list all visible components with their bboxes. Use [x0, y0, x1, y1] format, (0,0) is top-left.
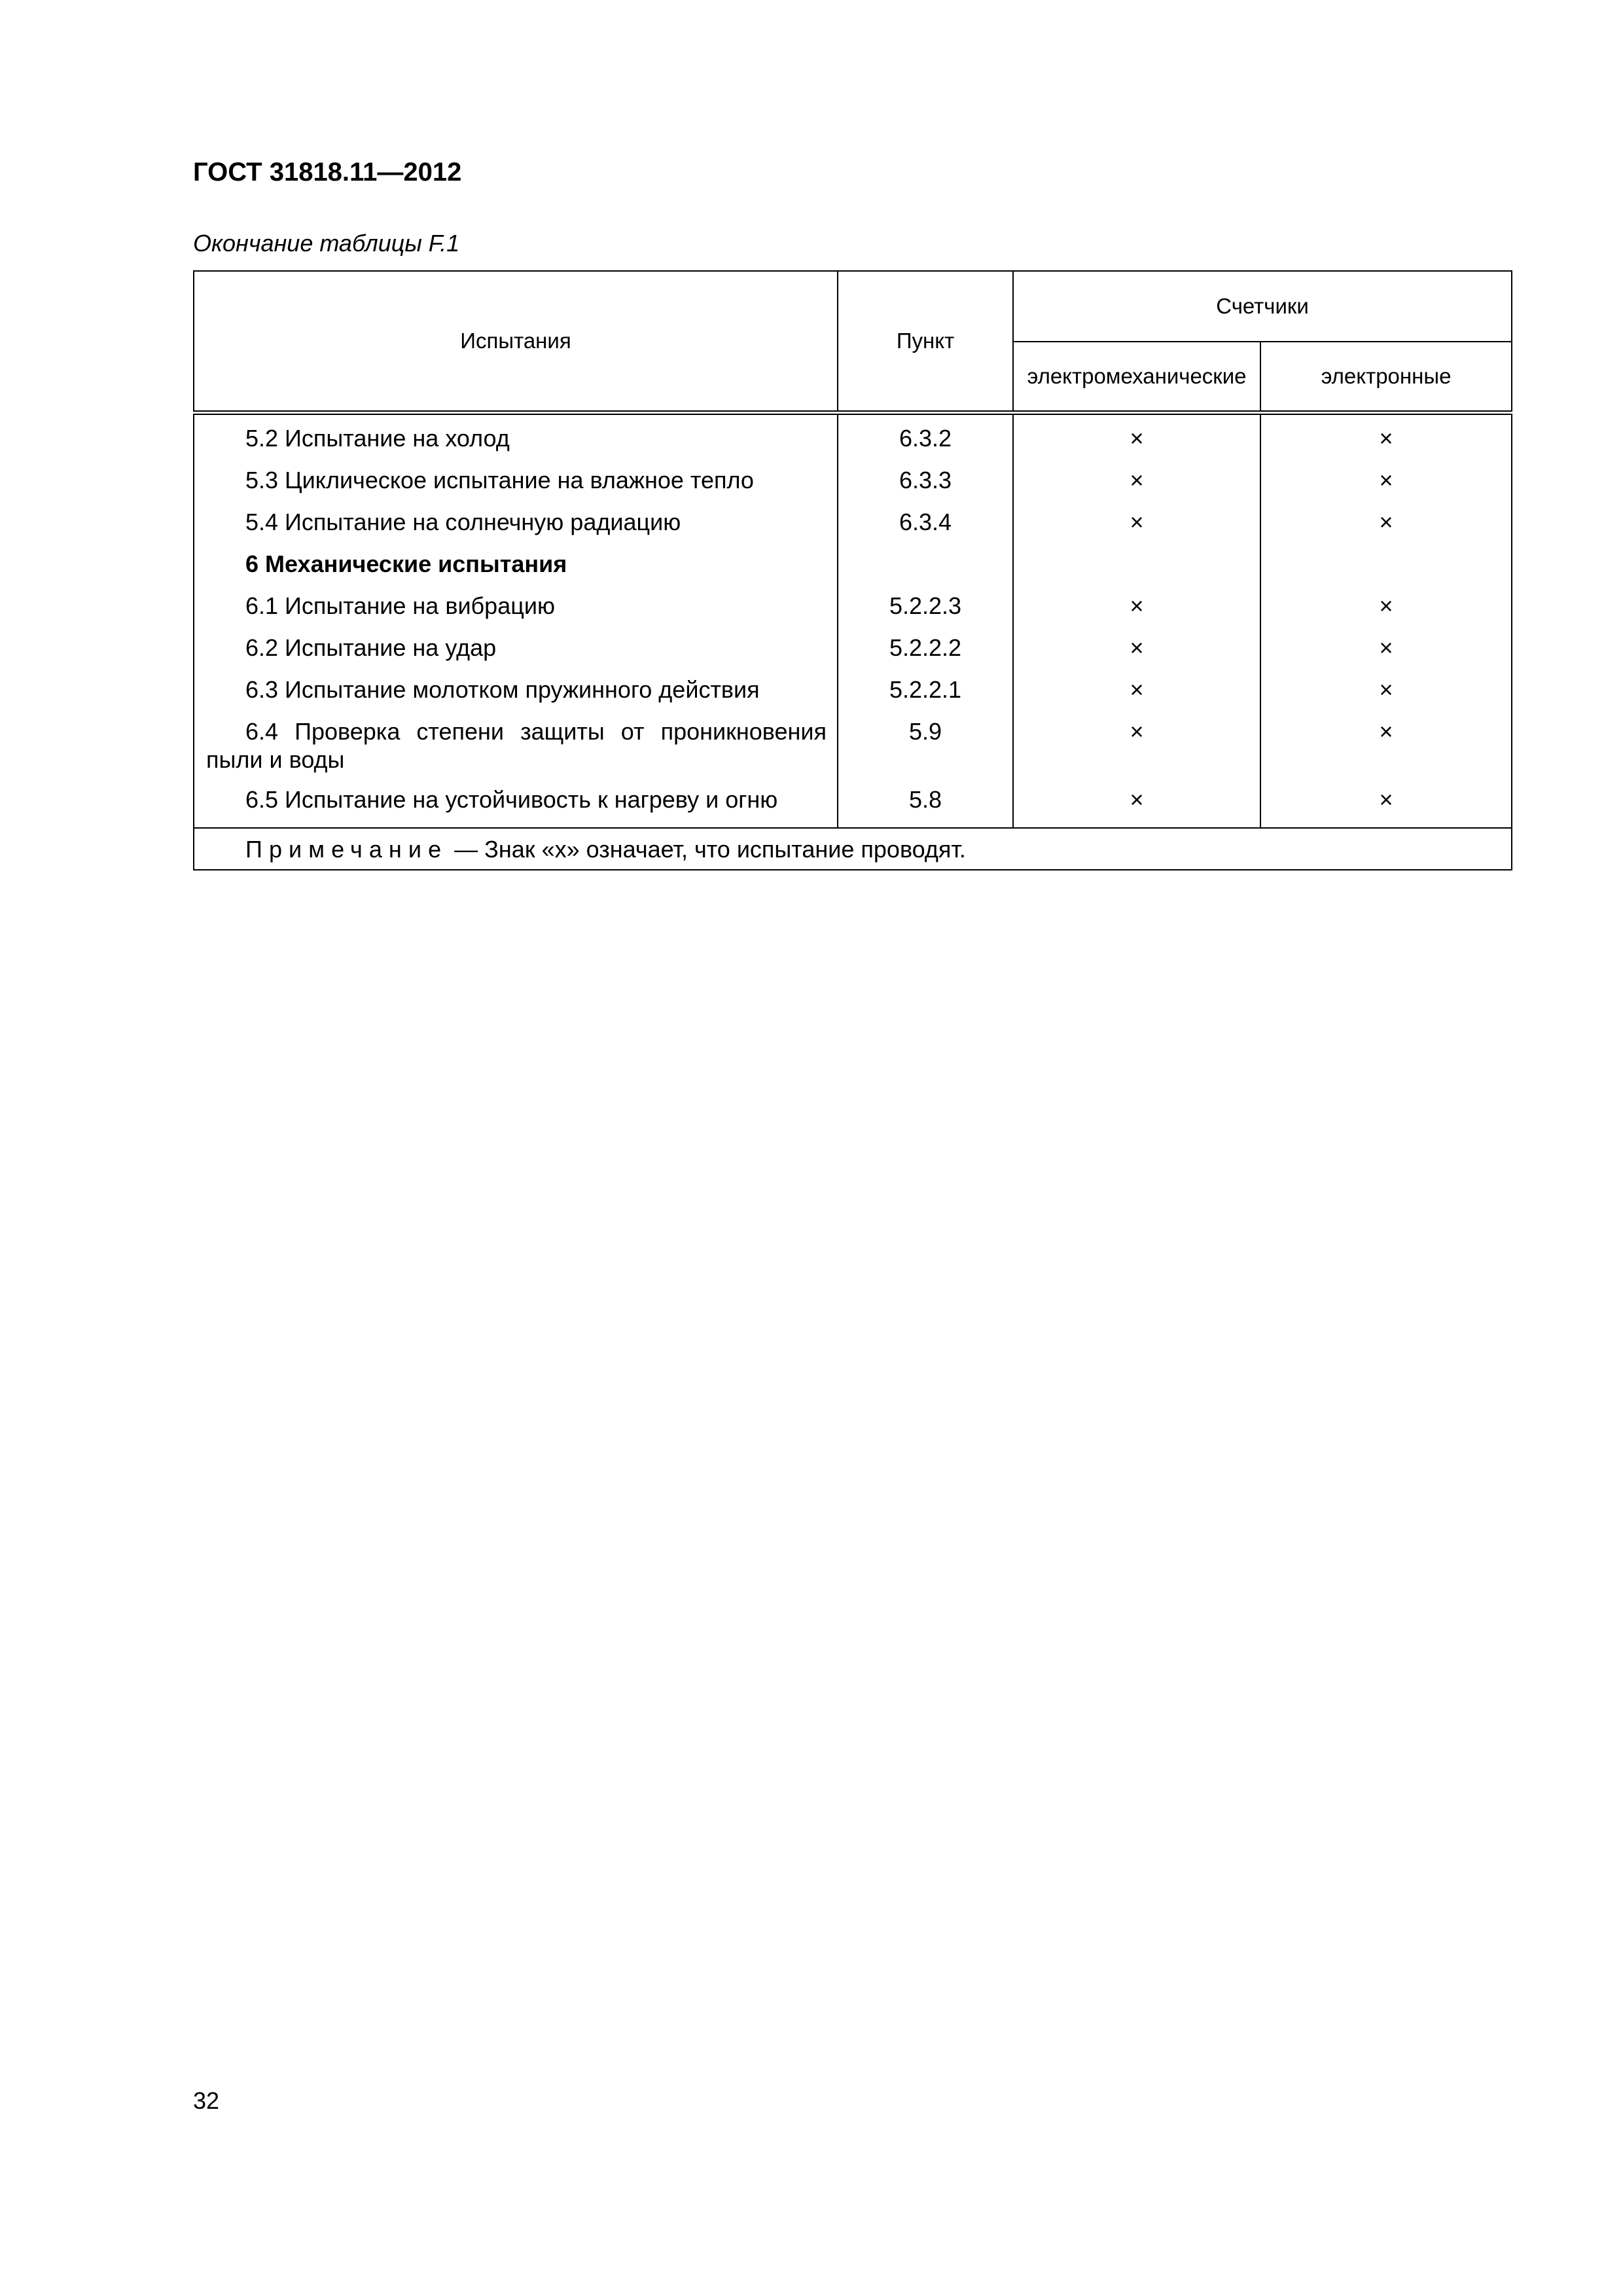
electronic-mark: × — [1260, 413, 1512, 467]
electromechanical-mark: × — [1013, 717, 1260, 785]
electromechanical-mark: × — [1013, 785, 1260, 828]
section-title: 6 Механические испытания — [194, 550, 838, 592]
electronic-mark: × — [1260, 592, 1512, 634]
table-header — [194, 271, 1512, 413]
page-number: 32 — [193, 2087, 220, 2114]
table-note-row — [194, 828, 1512, 870]
header-tests: Испытания — [194, 271, 838, 413]
electronic-mark — [1260, 550, 1512, 592]
note-label: Примечание — [245, 835, 448, 863]
electronic-mark: × — [1260, 717, 1512, 785]
table-row-section — [194, 550, 1512, 592]
test-clause: 5.2.2.2 — [838, 634, 1013, 675]
test-name: 5.4 Испытание на солнечную радиацию — [194, 508, 838, 550]
electromechanical-mark — [1013, 550, 1260, 592]
electronic-mark: × — [1260, 634, 1512, 675]
test-name: 5.3 Циклическое испытание на влажное тепло — [194, 466, 838, 508]
test-clause — [838, 550, 1013, 592]
test-clause: 5.9 — [838, 717, 1013, 785]
test-name: 6.3 Испытание молотком пружинного действия — [194, 675, 838, 717]
table-row — [194, 675, 1512, 717]
test-clause: 6.3.2 — [838, 413, 1013, 467]
test-name: 5.2 Испытание на холод — [194, 413, 838, 467]
tests-table — [193, 270, 1512, 870]
header-electronic: электронные — [1260, 342, 1512, 413]
electronic-mark: × — [1260, 675, 1512, 717]
test-clause: 5.2.2.3 — [838, 592, 1013, 634]
electromechanical-mark: × — [1013, 675, 1260, 717]
table-note — [194, 828, 1512, 870]
table-row — [194, 785, 1512, 828]
test-name: 6.1 Испытание на вибрацию — [194, 592, 838, 634]
electromechanical-mark: × — [1013, 634, 1260, 675]
table-row — [194, 413, 1512, 467]
note-text: — Знак «х» означает, что испытание проводят. — [448, 835, 966, 863]
electromechanical-mark: × — [1013, 508, 1260, 550]
header-meters: Счетчики — [1013, 271, 1512, 342]
electronic-mark: × — [1260, 466, 1512, 508]
electromechanical-mark: × — [1013, 466, 1260, 508]
header-clause: Пункт — [838, 271, 1013, 413]
table-caption: Окончание таблицы F.1 — [193, 230, 460, 257]
test-name: 6.2 Испытание на удар — [194, 634, 838, 675]
table-row — [194, 592, 1512, 634]
test-name: 6.4 Проверка степени защиты от проникновения пыли и воды — [194, 717, 838, 785]
test-clause: 5.2.2.1 — [838, 675, 1013, 717]
test-name: 6.5 Испытание на устойчивость к нагреву и огню — [194, 785, 838, 828]
test-clause: 5.8 — [838, 785, 1013, 828]
table-row — [194, 466, 1512, 508]
electronic-mark: × — [1260, 785, 1512, 828]
electronic-mark: × — [1260, 508, 1512, 550]
electromechanical-mark: × — [1013, 592, 1260, 634]
table-row — [194, 717, 1512, 785]
table-row — [194, 508, 1512, 550]
header-electromechanical: электромеханические — [1013, 342, 1260, 413]
test-clause: 6.3.3 — [838, 466, 1013, 508]
table-row — [194, 634, 1512, 675]
test-clause: 6.3.4 — [838, 508, 1013, 550]
electromechanical-mark: × — [1013, 413, 1260, 467]
document-standard-id: ГОСТ 31818.11—2012 — [193, 158, 462, 187]
